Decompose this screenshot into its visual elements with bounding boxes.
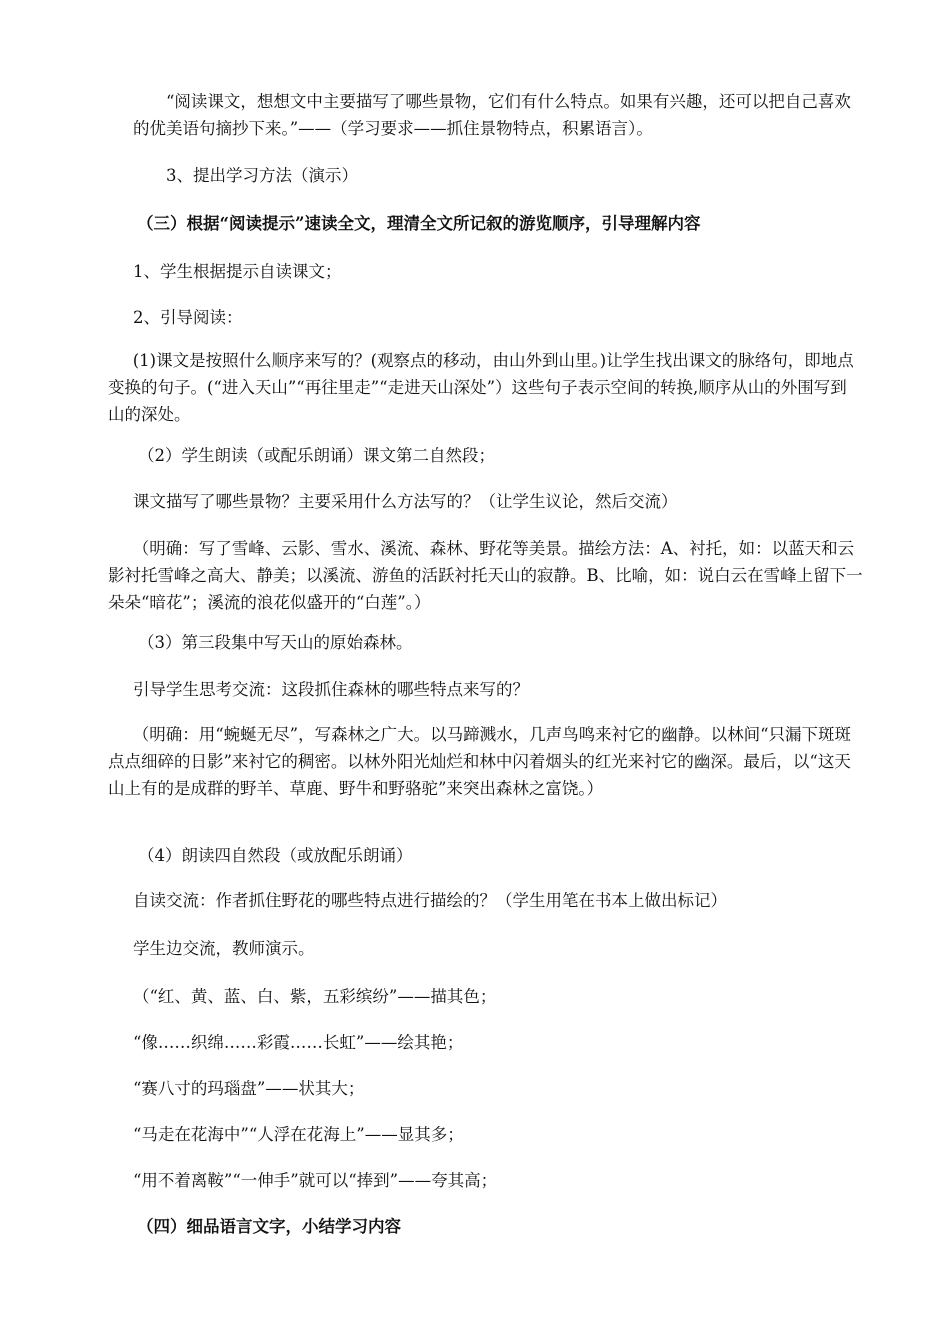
paragraph-guide-reading: 2、引导阅读： bbox=[133, 308, 243, 327]
section-heading-3: （三）根据“阅读提示”速读全文，理清全文所记叙的游览顺序，引导理解内容 bbox=[137, 214, 701, 233]
paragraph-reading-requirement: “阅读课文，想想文中主要描写了哪些景物，它们有什么特点。如果有兴趣，还可以把自己喜欢的优美语句摘抄下来。”——（学习要求——抓住景物特点，积累语言）。 bbox=[133, 92, 851, 138]
paragraph-answer-1: （明确：写了雪峰、云影、雪水、溪流、森林、野花等美景。描绘方法：A、衬托，如：以蓝天和云影衬托雪峰之高大、静美；以溪流、游鱼的活跃衬托天山的寂静。B、比喻，如：说白云在雪峰上留下一朵朵“暗花”；溪流的浪花似盛开的“白莲”。） bbox=[108, 539, 863, 612]
paragraph-reading-2: （2）学生朗读（或配乐朗诵）课文第二自然段； bbox=[138, 446, 495, 465]
paragraph-many: “马走在花海中”“人浮在花海上”——显其多； bbox=[133, 1125, 464, 1144]
paragraph-vivid: “像……织绵……彩霞……长虹”——绘其艳； bbox=[133, 1033, 464, 1052]
paragraph-tall: “用不着离鞍”“一伸手”就可以“捧到”——夸其高； bbox=[133, 1171, 498, 1190]
paragraph-size: “赛八寸的玛瑙盘”——状其大； bbox=[133, 1079, 365, 1098]
paragraph-question-1: 课文描写了哪些景物？主要采用什么方法写的？（让学生议论，然后交流） bbox=[133, 492, 678, 511]
paragraph-answer-2: （明确：用“蜿蜒无尽”，写森林之广大。以马蹄溅水，几声鸟鸣来衬它的幽静。以林间“只漏下斑斑点点细碎的日影”来衬它的稠密。以林外阳光灿烂和林中闪着烟头的红光来衬它的幽深。最后，以“这天山上有的是成群的野羊、草鹿、野牛和野骆驼”来突出森林之富饶。） bbox=[108, 725, 852, 798]
paragraph-question-2: 引导学生思考交流：这段抓住森林的哪些特点来写的？ bbox=[133, 680, 529, 699]
paragraph-color: （“红、黄、蓝、白、紫，五彩缤纷”——描其色； bbox=[133, 987, 497, 1006]
section-heading-4: （四）细品语言文字，小结学习内容 bbox=[137, 1217, 401, 1236]
paragraph-question-3: 自读交流：作者抓住野花的哪些特点进行描绘的？（学生用笔在书本上做出标记） bbox=[133, 891, 727, 910]
paragraph-learning-method: 3、提出学习方法（演示） bbox=[166, 166, 358, 185]
paragraph-demo: 学生边交流，教师演示。 bbox=[133, 939, 315, 958]
paragraph-reading-4: （4）朗读四自然段（或放配乐朗诵） bbox=[138, 846, 413, 865]
paragraph-self-read: 1、学生根据提示自读课文； bbox=[133, 262, 342, 281]
paragraph-sequence: (1)课文是按照什么顺序来写的？(观察点的移动，由山外到山里。)让学生找出课文的脉络句，即地点变换的句子。(“进入天山”“再往里走”“走进天山深处”）这些句子表示空间的转换,顺序从山的外围写到山的深处。 bbox=[108, 351, 854, 424]
paragraph-reading-3: （3）第三段集中写天山的原始森林。 bbox=[138, 633, 413, 652]
